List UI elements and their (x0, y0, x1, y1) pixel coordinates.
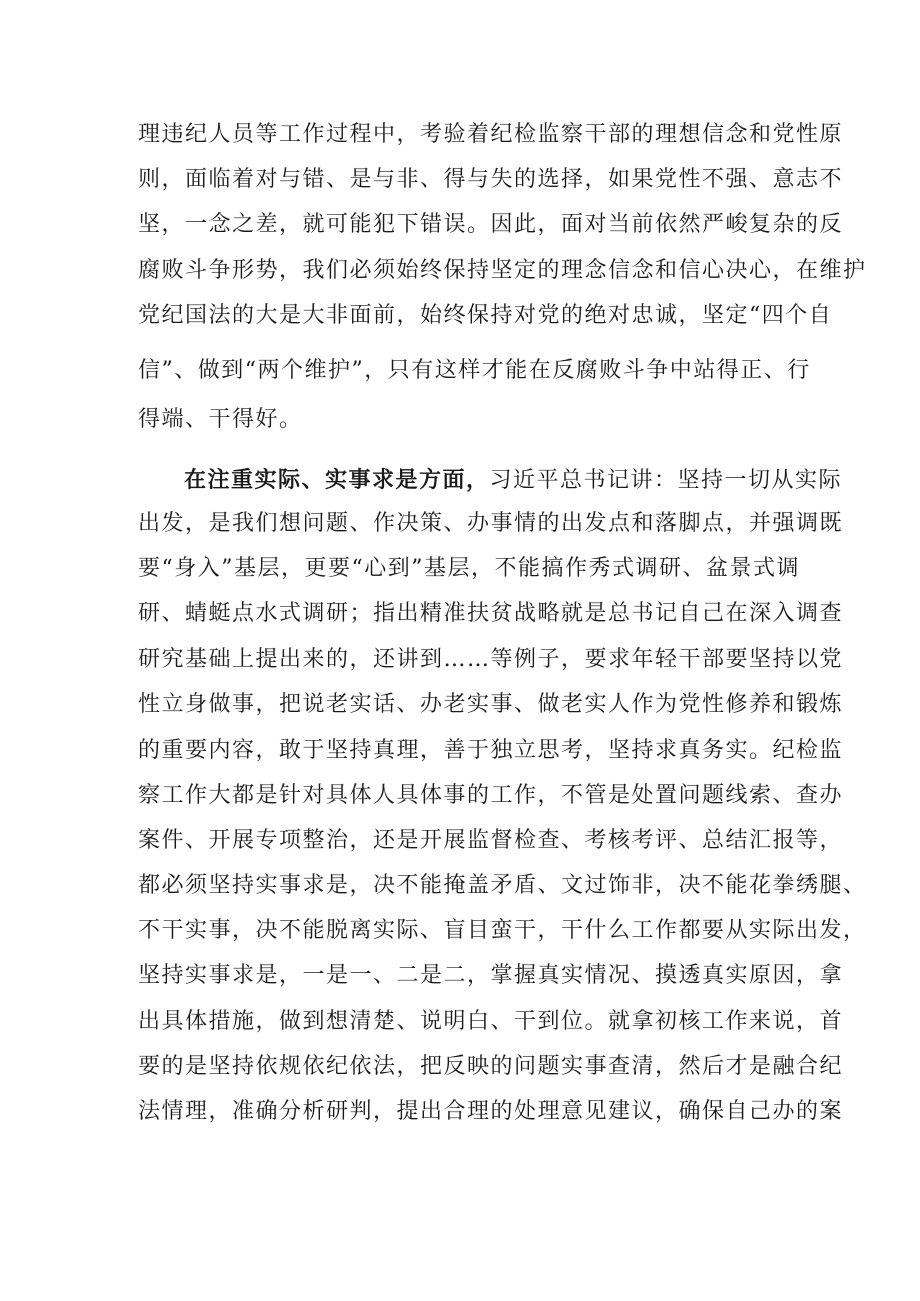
paragraph-2-line-2: 出发，是我们想问题、作决策、办事情的出发点和落脚点，并强调既 (138, 511, 844, 536)
paragraph-2-line-10: 都必须坚持实事求是，决不能掩盖矛盾、文过饰非，决不能花拳绣腿、 (138, 873, 867, 898)
paragraph-2-line-4: 研、蜻蜓点水式调研；指出精准扶贫战略就是总书记自己在深入调查 (138, 601, 844, 626)
paragraph-1-line-7: 得端、干得好。 (138, 407, 303, 432)
paragraph-2-line-12: 坚持实事求是，一是一、二是二，掌握真实情况、摸透真实原因，拿 (138, 963, 844, 988)
paragraph-2-line-6: 性立身做事，把说老实话、办老实事、做老实人作为党性修养和锻炼 (138, 692, 844, 717)
paragraph-1-line-2: 则，面临着对与错、是与非、得与失的选择，如果党性不强、意志不 (138, 167, 844, 192)
paragraph-2-lead: 在注重实际、实事求是方面， (184, 467, 490, 493)
paragraph-2-line-9: 案件、开展专项整治，还是开展监督检查、考核考评、总结汇报等， (138, 828, 844, 853)
paragraph-2-line-7: 的重要内容，敢于坚持真理，善于独立思考，坚持求真务实。纪检监 (138, 738, 844, 763)
paragraph-2-line-16 (138, 1137, 798, 1177)
paragraph-1-line-3: 坚，一念之差，就可能犯下错误。因此，面对当前依然严峻复杂的反 (138, 212, 844, 237)
paragraph-2-line-14: 要的是坚持依规依纪依法，把反映的问题实事查清，然后才是融合纪 (138, 1054, 844, 1079)
paragraph-2-line-3: 要“身入”基层，更要“心到”基层，不能搞作秀式调研、盆景式调 (138, 556, 800, 581)
paragraph-1-line-4: 腐败斗争形势，我们必须始终保持坚定的理念信念和信心决心，在维护 (138, 258, 867, 283)
paragraph-2-line-15: 法情理，准确分析研判，提出合理的处理意见建议，确保自己办的案 (138, 1099, 844, 1124)
paragraph-1-line-6: 信”、做到“两个维护”，只有这样才能在反腐败斗争中站得正、行 (138, 358, 811, 383)
paragraph-2-line-11: 不干实事，决不能脱离实际、盲目蛮干，干什么工作都要从实际出发， (138, 918, 867, 943)
paragraph-1-line-1: 理违纪人员等工作过程中，考验着纪检监察干部的理想信念和党性原 (138, 122, 844, 147)
paragraph-2-line-13: 出具体措施，做到想清楚、说明白、干到位。就拿初核工作来说，首 (138, 1009, 844, 1034)
paragraph-2-line-8: 察工作大都是针对具体人具体事的工作，不管是处置问题线索、查办 (138, 783, 844, 808)
paragraph-2-first-line-rest: 习近平总书记讲：坚持一切从实际 (489, 468, 843, 493)
paragraph-2-line-1 (184, 460, 843, 500)
paragraph-1-line-5: 党纪国法的大是大非面前，始终保持对党的绝对忠诚，坚定“四个自 (138, 303, 833, 328)
paragraph-2-line-5: 研究基础上提出来的，还讲到……等例子，要求年轻干部要坚持以党 (138, 647, 844, 672)
